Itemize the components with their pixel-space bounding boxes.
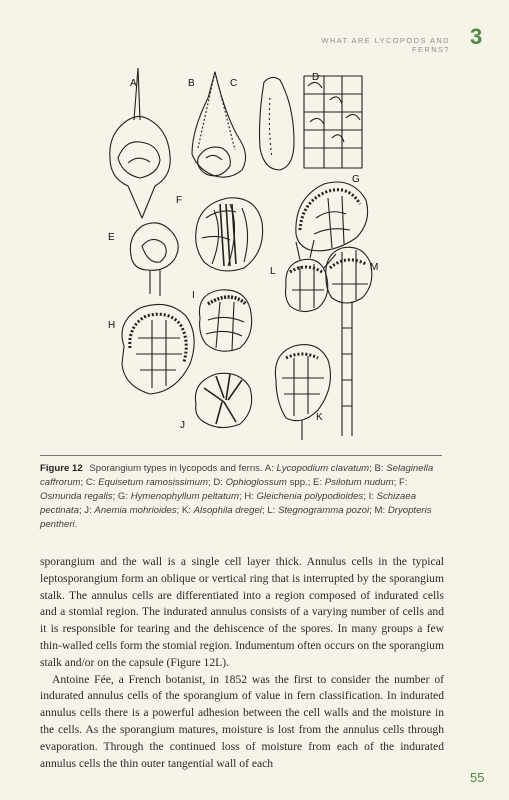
panel-a-drawing	[110, 68, 170, 218]
caption-entry: J: Anemia mohrioides;	[84, 505, 180, 516]
caption-entry: B: Selaginella caffrorum;	[40, 463, 434, 488]
figure-caption	[40, 462, 445, 532]
sporangium-illustration	[80, 58, 460, 450]
panel-letter-g: G	[352, 174, 360, 185]
panel-letter-i: I	[192, 290, 195, 301]
caption-entry: A: Lycopodium clavatum;	[264, 463, 372, 474]
caption-intro: Sporangium types in lycopods and ferns.	[89, 463, 263, 474]
panel-f-drawing	[196, 198, 263, 271]
panel-g-drawing	[296, 182, 368, 251]
body-paragraph-2: Antoine Fée, a French botanist, in 1852 was the first to consider the number of indurated annulus cells of the sporangium of value in fern classification. In indurated annulus cells there is a powerful adhesion between the cell walls and the moisture in the cells. As the sporangium matures, moisture is lost from the annulus cells through evaporation. Through the continued loss of moisture from each of the indurated annulus cells the thin outer tangential wall of each	[40, 672, 444, 770]
panel-b-drawing	[192, 72, 246, 177]
caption-label: Figure 12	[40, 463, 83, 474]
sporangium-figure	[80, 58, 460, 450]
panel-letter-f: F	[176, 195, 183, 206]
caption-entry: D: Ophioglossum spp.;	[213, 477, 311, 488]
panel-c-drawing	[260, 77, 295, 170]
chapter-number: 3	[470, 24, 483, 49]
body-paragraph-1: sporangium and the wall is a single cell layer thick. Annulus cells in the typical leptosporangium form an oblique or vertical ring that is interrupted by the sporangium stalk. The annulus cells are differentiated into a region composed of indurated cells and a stomial region. The indurated annulus consists of a varying number of cells and it is responsible for tearing and the dehiscence of the spores. In many groups a few thin-walled cells form the stomial region. Indumentum often occurs on the sporangium stalk and/or on the capsule (Figure 12L).	[40, 555, 444, 669]
panel-m-drawing	[326, 247, 372, 436]
caption-entry: K: Alsophila dregei;	[181, 505, 265, 516]
panel-letter-k: K	[316, 412, 323, 423]
running-head: WHAT ARE LYCOPODS AND FERNS?	[321, 36, 450, 54]
panel-h-drawing	[122, 304, 194, 394]
caption-entry: E: Psilotum nudum;	[313, 477, 397, 488]
body-text	[40, 554, 444, 772]
panel-letter-m: M	[370, 262, 379, 273]
panel-letter-b: B	[188, 78, 195, 89]
panel-letter-h: H	[108, 320, 116, 331]
panel-e-drawing	[130, 223, 178, 296]
panel-letter-e: E	[108, 232, 115, 243]
panel-letter-d: D	[312, 72, 320, 83]
panel-l-drawing	[286, 240, 337, 312]
panel-letter-a: A	[130, 78, 137, 89]
panel-letter-l: L	[270, 266, 276, 277]
panel-letter-c: C	[230, 78, 238, 89]
panel-d-drawing	[304, 76, 362, 168]
caption-entry: L: Stegnogramma pozoi;	[267, 505, 372, 516]
panel-i-drawing	[199, 290, 251, 351]
caption-entry: I: Schizaea pectinata;	[40, 491, 417, 516]
caption-entry: F: Osmunda regalis;	[40, 477, 408, 502]
caption-entry: C: Equisetum ramosissimum;	[85, 477, 211, 488]
caption-rule	[40, 455, 442, 456]
panel-j-drawing	[195, 373, 251, 427]
caption-entry: M: Dryopteris pentheri.	[40, 505, 432, 530]
panel-letter-j: J	[180, 420, 185, 431]
page-number: 55	[470, 770, 485, 785]
panel-k-drawing	[275, 345, 330, 440]
caption-entry: H: Gleichenia polypodioides;	[244, 491, 366, 502]
caption-entry: G: Hymenophyllum peltatum;	[117, 491, 242, 502]
